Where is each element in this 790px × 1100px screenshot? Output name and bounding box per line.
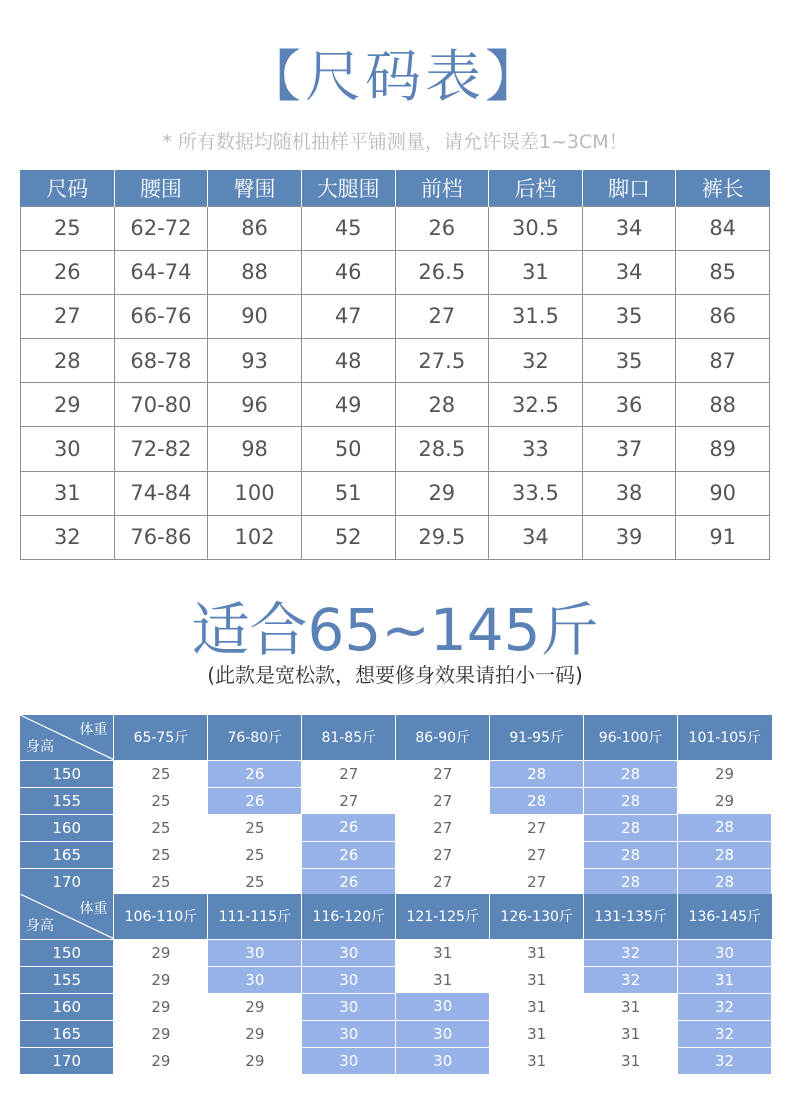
size-cell: 30 [302, 1020, 396, 1047]
table-cell: 45 [301, 206, 395, 250]
table-row [21, 294, 770, 338]
size-cell: 30 [678, 939, 772, 966]
size-cell: 28 [490, 760, 584, 787]
size-cell: 27 [490, 814, 584, 841]
size-column-header: 尺码 [21, 170, 115, 206]
height-cell: 170 [20, 1047, 114, 1074]
size-cell: 28 [584, 814, 678, 841]
size-table-body [21, 206, 770, 560]
size-cell: 25 [208, 868, 302, 895]
weight-table-body [20, 939, 772, 1074]
weight-range-header: 96-100斤 [584, 715, 678, 760]
size-cell: 25 [208, 841, 302, 868]
table-cell: 33.5 [489, 471, 583, 515]
size-cell: 30 [396, 1020, 490, 1047]
table-cell: 85 [676, 250, 770, 294]
table-cell: 33 [489, 427, 583, 471]
size-cell: 27 [490, 841, 584, 868]
weight-range-header: 111-115斤 [208, 894, 302, 939]
table-row [21, 206, 770, 250]
size-cell: 25 [208, 814, 302, 841]
weight-table-header [20, 894, 772, 939]
weight-range-header: 116-120斤 [302, 894, 396, 939]
table-cell: 31.5 [489, 294, 583, 338]
size-cell: 27 [490, 868, 584, 895]
size-cell: 27 [396, 787, 490, 814]
table-row [20, 939, 772, 966]
height-axis-label: 身高 [26, 917, 54, 934]
weight-axis-label: 体重 [79, 722, 108, 738]
table-cell: 100 [208, 471, 302, 515]
size-column-header: 前档 [395, 170, 489, 206]
table-cell: 27.5 [395, 339, 489, 383]
table-cell: 35 [582, 339, 676, 383]
height-cell: 165 [20, 1020, 114, 1047]
table-cell: 26 [395, 206, 489, 250]
size-cell: 30 [208, 966, 302, 993]
size-cell: 25 [114, 787, 208, 814]
size-cell: 31 [490, 966, 584, 993]
size-column-header: 后档 [489, 170, 583, 206]
size-cell: 29 [114, 939, 208, 966]
table-row [20, 993, 772, 1020]
height-cell: 155 [20, 966, 114, 993]
size-cell: 27 [302, 760, 396, 787]
table-row [21, 515, 770, 559]
table-cell: 29 [395, 471, 489, 515]
table-cell: 29.5 [395, 515, 489, 559]
table-row [20, 787, 772, 814]
table-cell: 51 [301, 471, 395, 515]
size-column-header: 裤长 [676, 170, 770, 206]
weight-table-2 [20, 894, 772, 1075]
table-cell: 90 [676, 471, 770, 515]
weight-axis-label: 体重 [79, 901, 108, 917]
table-cell: 84 [676, 206, 770, 250]
table-cell: 86 [676, 294, 770, 338]
height-axis-label: 身高 [26, 738, 54, 755]
size-cell: 32 [584, 939, 678, 966]
table-row [20, 868, 772, 895]
size-cell: 31 [584, 1047, 678, 1074]
page-title: 【尺码表】 [245, 45, 545, 110]
size-cell: 25 [114, 868, 208, 895]
height-cell: 150 [20, 939, 114, 966]
table-cell: 30 [21, 427, 115, 471]
weight-range-header: 76-80斤 [208, 715, 302, 760]
size-cell: 28 [584, 760, 678, 787]
size-cell: 25 [114, 814, 208, 841]
size-cell: 31 [584, 1020, 678, 1047]
table-cell: 88 [676, 383, 770, 427]
height-cell: 165 [20, 841, 114, 868]
table-cell: 31 [489, 250, 583, 294]
height-cell: 150 [20, 760, 114, 787]
size-cell: 32 [678, 993, 772, 1020]
weight-range-header: 121-125斤 [396, 894, 490, 939]
size-cell: 26 [302, 814, 396, 841]
table-cell: 28 [21, 339, 115, 383]
table-cell: 30.5 [489, 206, 583, 250]
table-cell: 34 [489, 515, 583, 559]
size-cell: 27 [302, 787, 396, 814]
table-row [21, 250, 770, 294]
size-cell: 30 [396, 1047, 490, 1074]
table-cell: 26 [21, 250, 115, 294]
height-cell: 160 [20, 814, 114, 841]
weight-range-header: 81-85斤 [302, 715, 396, 760]
table-row [20, 841, 772, 868]
table-cell: 29 [21, 383, 115, 427]
size-cell: 29 [114, 993, 208, 1020]
table-cell: 62-72 [114, 206, 208, 250]
table-row [20, 966, 772, 993]
size-cell: 29 [114, 1047, 208, 1074]
weight-range-header: 101-105斤 [678, 715, 772, 760]
table-cell: 46 [301, 250, 395, 294]
table-cell: 88 [208, 250, 302, 294]
size-cell: 28 [490, 787, 584, 814]
size-cell: 29 [678, 787, 772, 814]
size-cell: 28 [584, 841, 678, 868]
size-column-header: 大腿围 [301, 170, 395, 206]
table-cell: 66-76 [114, 294, 208, 338]
height-weight-corner [20, 715, 114, 760]
size-cell: 31 [396, 939, 490, 966]
table-cell: 52 [301, 515, 395, 559]
size-cell: 31 [396, 966, 490, 993]
table-cell: 34 [582, 250, 676, 294]
size-cell: 30 [396, 993, 490, 1020]
table-row [20, 760, 772, 787]
table-cell: 36 [582, 383, 676, 427]
table-row [20, 814, 772, 841]
size-cell: 32 [678, 1020, 772, 1047]
size-table [20, 170, 770, 560]
size-cell: 28 [584, 868, 678, 895]
size-cell: 31 [678, 966, 772, 993]
size-cell: 30 [302, 939, 396, 966]
size-cell: 31 [490, 993, 584, 1020]
table-cell: 90 [208, 294, 302, 338]
size-cell: 30 [302, 993, 396, 1020]
size-cell: 30 [208, 939, 302, 966]
size-cell: 27 [396, 841, 490, 868]
weight-table-body [20, 760, 772, 895]
size-cell: 26 [208, 787, 302, 814]
size-table-header [21, 170, 770, 206]
size-cell: 26 [302, 841, 396, 868]
table-cell: 32 [21, 515, 115, 559]
table-cell: 35 [582, 294, 676, 338]
table-cell: 76-86 [114, 515, 208, 559]
table-cell: 68-78 [114, 339, 208, 383]
table-cell: 86 [208, 206, 302, 250]
size-cell: 27 [396, 760, 490, 787]
size-cell: 29 [208, 993, 302, 1020]
weight-table-header [20, 715, 772, 760]
height-cell: 160 [20, 993, 114, 1020]
size-cell: 31 [490, 1047, 584, 1074]
size-column-header: 臀围 [208, 170, 302, 206]
size-cell: 29 [208, 1047, 302, 1074]
table-cell: 96 [208, 383, 302, 427]
table-cell: 32.5 [489, 383, 583, 427]
table-cell: 93 [208, 339, 302, 383]
table-cell: 32 [489, 339, 583, 383]
size-column-header: 脚口 [582, 170, 676, 206]
size-cell: 25 [114, 841, 208, 868]
table-row [21, 471, 770, 515]
table-cell: 28 [395, 383, 489, 427]
size-cell: 30 [302, 1047, 396, 1074]
size-cell: 32 [678, 1047, 772, 1074]
weight-range-header: 126-130斤 [490, 894, 584, 939]
height-cell: 155 [20, 787, 114, 814]
size-cell: 29 [208, 1020, 302, 1047]
size-cell: 27 [396, 814, 490, 841]
table-cell: 39 [582, 515, 676, 559]
size-cell: 28 [678, 868, 772, 895]
table-cell: 74-84 [114, 471, 208, 515]
size-cell: 26 [302, 868, 396, 895]
fit-range-title: 适合65~145斤 [191, 596, 599, 664]
table-cell: 28.5 [395, 427, 489, 471]
table-cell: 27 [21, 294, 115, 338]
size-cell: 29 [114, 966, 208, 993]
size-cell: 28 [584, 787, 678, 814]
weight-range-header: 91-95斤 [490, 715, 584, 760]
size-cell: 25 [114, 760, 208, 787]
table-cell: 89 [676, 427, 770, 471]
table-cell: 34 [582, 206, 676, 250]
size-cell: 27 [396, 868, 490, 895]
size-cell: 31 [584, 993, 678, 1020]
table-cell: 26.5 [395, 250, 489, 294]
size-cell: 31 [490, 1020, 584, 1047]
table-cell: 70-80 [114, 383, 208, 427]
measurement-note: * 所有数据均随机抽样平铺测量，请允许误差1~3CM！ [162, 131, 628, 153]
size-cell: 29 [678, 760, 772, 787]
weight-range-header: 106-110斤 [114, 894, 208, 939]
table-cell: 98 [208, 427, 302, 471]
table-cell: 64-74 [114, 250, 208, 294]
size-cell: 26 [208, 760, 302, 787]
table-cell: 72-82 [114, 427, 208, 471]
table-row [21, 339, 770, 383]
table-cell: 27 [395, 294, 489, 338]
table-cell: 91 [676, 515, 770, 559]
table-cell: 102 [208, 515, 302, 559]
size-cell: 28 [678, 814, 772, 841]
table-cell: 38 [582, 471, 676, 515]
height-weight-corner [20, 894, 114, 939]
table-row [21, 383, 770, 427]
size-cell: 31 [490, 939, 584, 966]
size-cell: 28 [678, 841, 772, 868]
size-cell: 32 [584, 966, 678, 993]
table-cell: 37 [582, 427, 676, 471]
size-column-header: 腰围 [114, 170, 208, 206]
table-cell: 48 [301, 339, 395, 383]
weight-range-header: 65-75斤 [114, 715, 208, 760]
table-cell: 25 [21, 206, 115, 250]
table-cell: 47 [301, 294, 395, 338]
table-row [21, 427, 770, 471]
table-cell: 50 [301, 427, 395, 471]
table-row [20, 1047, 772, 1074]
fit-note: (此款是宽松款，想要修身效果请拍小一码) [207, 663, 583, 687]
table-cell: 31 [21, 471, 115, 515]
height-cell: 170 [20, 868, 114, 895]
size-cell: 29 [114, 1020, 208, 1047]
weight-range-header: 136-145斤 [678, 894, 772, 939]
weight-range-header: 86-90斤 [396, 715, 490, 760]
weight-table-1 [20, 715, 772, 896]
table-cell: 87 [676, 339, 770, 383]
table-row [20, 1020, 772, 1047]
size-cell: 30 [302, 966, 396, 993]
table-cell: 49 [301, 383, 395, 427]
weight-range-header: 131-135斤 [584, 894, 678, 939]
